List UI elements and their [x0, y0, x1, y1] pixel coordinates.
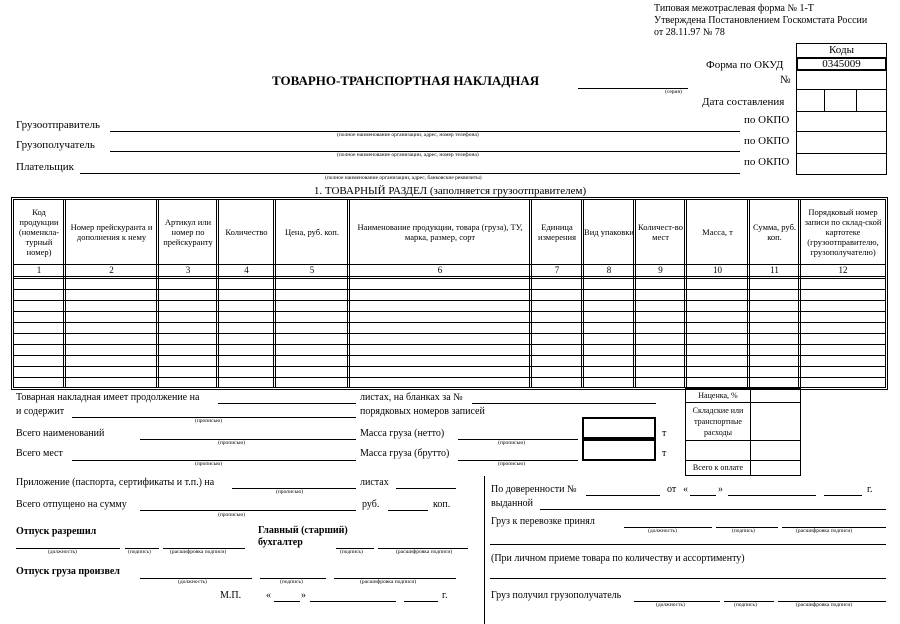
rub-label: руб.	[362, 499, 380, 510]
proxy-label: По доверенности №	[491, 484, 577, 495]
consignee-hint: (полное наименование организации, адрес, номер телефона)	[337, 152, 479, 158]
okpo-label-3: по ОКПО	[744, 156, 790, 168]
column-number-8: 8	[606, 265, 612, 275]
receiver-divider	[484, 476, 485, 624]
accepted-position-hint: (должность)	[648, 528, 677, 534]
gross-mass-box[interactable]	[582, 439, 656, 461]
column-header-6: Наименование продукции, товара (груза), ТУ, марка, размер, сорт	[357, 221, 523, 242]
net-mass-box[interactable]	[582, 417, 656, 439]
blanks-field[interactable]	[472, 403, 656, 404]
personal-receipt-label: (При личном приеме товара по количеству и ассортименту)	[491, 553, 745, 564]
form-approved-line: Утверждена Постановлением Госкомстата России	[654, 15, 868, 26]
cargo-position-hint: (должность)	[178, 579, 207, 585]
release-decoding-hint: (расшифровка подписи)	[170, 549, 227, 555]
table-row[interactable]	[13, 355, 886, 356]
series-hint: (серия)	[665, 89, 682, 95]
proxy-from-label: от	[667, 484, 677, 495]
proxy-day-field[interactable]	[690, 495, 716, 496]
release-year-label: г.	[442, 590, 448, 601]
chief-accountant-label: Главный (старший) бухгалтер	[258, 525, 348, 548]
accepted-label: Груз к перевозке принял	[491, 516, 595, 527]
rub-field[interactable]	[388, 510, 428, 511]
column-header-5: Цена, руб. коп.	[285, 226, 339, 237]
column-number-12: 12	[838, 265, 848, 275]
column-number-9: 9	[658, 265, 663, 275]
release-signature-hint: (подпись)	[128, 549, 151, 555]
released-sum-hint: (прописью)	[218, 512, 246, 518]
contains-hint: (прописью)	[195, 418, 223, 424]
cargo-decoding-hint: (расшифровка подписи)	[360, 579, 417, 585]
accepted-decoding-hint: (расшифровка подписи)	[796, 528, 853, 534]
records-label: порядковых номеров записей	[360, 406, 485, 417]
proxy-quote-open: «	[683, 484, 688, 495]
net-mass-unit: т	[662, 428, 667, 439]
received-decoding-hint: (расшифровка подписи)	[796, 602, 853, 608]
table-row[interactable]	[13, 377, 886, 378]
total-places-label: Всего мест	[16, 448, 63, 459]
gross-mass-hint: (прописью)	[498, 461, 526, 467]
table-row[interactable]	[13, 289, 886, 290]
total-pay-label: Всего к оплате	[692, 463, 744, 472]
attachment-sheets-label: листах	[360, 477, 389, 488]
date-label: Дата составления	[702, 96, 785, 108]
table-row[interactable]	[13, 366, 886, 367]
attachment-sheets-field[interactable]	[396, 488, 456, 489]
table-row[interactable]	[13, 311, 886, 312]
number-label: №	[780, 74, 791, 86]
document-title: ТОВАРНО-ТРАНСПОРТНАЯ НАКЛАДНАЯ	[272, 73, 540, 88]
total-items-field[interactable]	[140, 439, 356, 440]
gross-mass-unit: т	[662, 448, 667, 459]
release-allowed-label: Отпуск разрешил	[16, 526, 97, 537]
column-header-3: Артикул или номер по прейскуранту	[163, 216, 213, 247]
column-number-1: 1	[36, 265, 42, 275]
issued-field[interactable]	[540, 509, 886, 510]
form-type-line: Типовая межотраслевая форма № 1-Т	[654, 3, 814, 14]
column-number-11: 11	[770, 265, 779, 275]
column-number-7: 7	[554, 265, 560, 275]
issued-label: выданной	[491, 498, 534, 509]
total-items-hint: (прописью)	[218, 440, 246, 446]
proxy-quote-close: »	[718, 484, 723, 495]
proxy-month-field[interactable]	[728, 495, 816, 496]
date-quote-close: »	[301, 590, 306, 601]
proxy-year-label: г.	[867, 484, 873, 495]
cargo-signature-hint: (подпись)	[280, 579, 303, 585]
attachment-hint: (прописью)	[276, 489, 304, 495]
release-day-field[interactable]	[274, 601, 300, 602]
column-header-1: Код продукции (номенкла-турный номер)	[18, 206, 60, 257]
column-header-7: Единица измерения	[538, 221, 576, 242]
table-row[interactable]	[13, 300, 886, 301]
consignee-label: Грузополучатель	[16, 139, 95, 151]
column-number-10: 10	[713, 265, 722, 275]
form-date-line: от 28.11.97 № 78	[654, 27, 725, 38]
column-header-8: Вид упаковки	[584, 226, 634, 237]
continuation-field[interactable]	[218, 403, 356, 404]
net-mass-label: Масса груза (нетто)	[360, 428, 445, 439]
column-header-11: Сумма, руб. коп.	[752, 221, 797, 242]
table-row[interactable]	[13, 333, 886, 334]
cargo-released-label: Отпуск груза произвел	[16, 566, 120, 577]
attachment-label: Приложение (паспорта, сертификаты и т.п.) на	[16, 477, 215, 488]
okud-value: 0345009	[822, 58, 861, 70]
accepted-signature-hint: (подпись)	[732, 528, 755, 534]
continuation-label: Товарная накладная имеет продолжение на	[16, 392, 200, 403]
release-position-hint: (должность)	[48, 549, 77, 555]
column-number-3: 3	[185, 265, 191, 275]
kop-label: коп.	[433, 499, 451, 510]
received-signature-hint: (подпись)	[734, 602, 757, 608]
markup-label: Наценка, %	[698, 391, 738, 400]
released-sum-label: Всего отпущено на сумму	[16, 499, 127, 510]
net-mass-hint: (прописью)	[498, 440, 526, 446]
section-title: 1. ТОВАРНЫЙ РАЗДЕЛ (заполняется грузоотправителем)	[313, 185, 587, 197]
released-sum-field[interactable]	[140, 510, 356, 511]
column-number-2: 2	[109, 265, 114, 275]
stamp-label: М.П.	[220, 590, 242, 601]
okpo-label-1: по ОКПО	[744, 114, 790, 126]
accountant-signature-hint: (подпись)	[340, 549, 363, 555]
personal-receipt-field[interactable]	[490, 578, 886, 579]
column-header-9: Количест-во мест	[638, 221, 683, 242]
release-month-field[interactable]	[310, 601, 396, 602]
warehouse-label: Складские или транспортные расходы	[692, 406, 744, 437]
gross-mass-label: Масса груза (брутто)	[360, 448, 450, 459]
shipper-label: Грузоотправитель	[16, 119, 101, 131]
shipper-hint: (полное наименование организации, адрес, номер телефона)	[337, 132, 479, 138]
payer-hint: (полное наименование организации, адрес, банковские реквизиты)	[325, 175, 482, 181]
column-header-2: Номер прейскуранта и дополнения к нему	[70, 221, 153, 242]
proxy-number-field[interactable]	[586, 495, 660, 496]
table-row[interactable]	[13, 322, 886, 323]
date-quote-open: «	[266, 590, 271, 601]
column-number-6: 6	[437, 265, 443, 275]
proxy-year-field[interactable]	[824, 495, 862, 496]
total-items-label: Всего наименований	[16, 428, 105, 439]
okud-label: Форма по ОКУД	[706, 59, 784, 71]
sheets-blanks-label: листах, на бланках за №	[360, 392, 463, 403]
column-number-4: 4	[244, 265, 249, 275]
payer-field[interactable]	[80, 173, 740, 174]
received-position-hint: (должность)	[656, 602, 685, 608]
release-year-field[interactable]	[404, 601, 438, 602]
codes-header: Коды	[829, 44, 854, 56]
total-places-hint: (прописью)	[195, 461, 223, 467]
accountant-decoding-hint: (расшифровка подписи)	[396, 549, 453, 555]
column-header-10: Масса, т	[702, 226, 733, 237]
table-row[interactable]	[13, 344, 886, 345]
payer-label: Плательщик	[16, 161, 74, 173]
contains-label: и содержит	[16, 406, 65, 417]
okpo-label-2: по ОКПО	[744, 135, 790, 147]
column-header-12: Порядковый номер записи по склад-ской картотеке (грузоотправителю, грузополучателю)	[804, 206, 882, 257]
received-label: Груз получил грузополучатель	[491, 590, 622, 601]
column-number-5: 5	[309, 265, 315, 275]
column-header-4: Количество	[225, 226, 268, 237]
